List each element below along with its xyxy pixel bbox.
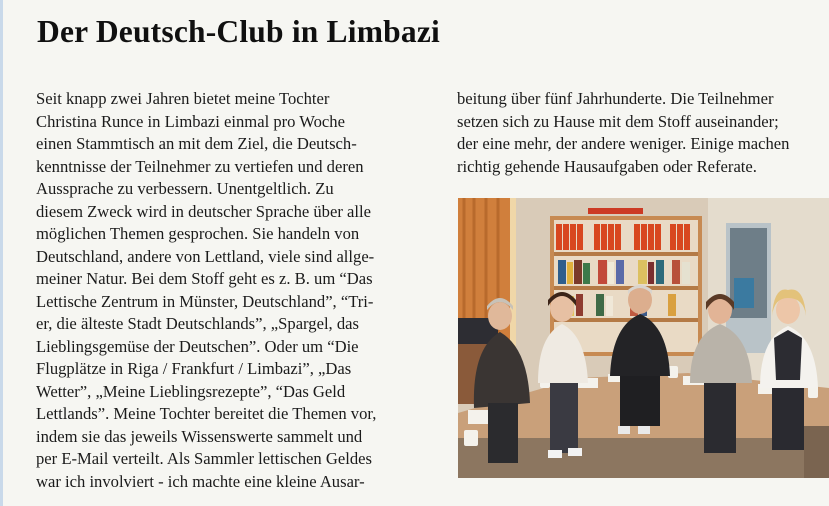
group-photo <box>458 198 829 478</box>
text-line: Aussprache zu verbessern. Unentgeltlich. Zu <box>36 179 334 198</box>
text-line: einen Stammtisch an mit dem Ziel, die Deutsch- <box>36 134 357 153</box>
text-line: war ich involviert - ich machte eine kleine Ausar- <box>36 471 365 491</box>
text-line: Christina Runce in Limbazi einmal pro Woche <box>36 111 345 131</box>
text-line: Deutschland, andere von Lettland, viele sind allge- <box>36 246 375 266</box>
text-line: beitung über fünf Jahrhunderte. Die Teilnehmer <box>457 89 774 108</box>
text-line: richtig gehende Hausaufgaben oder Referate. <box>457 156 757 176</box>
page-edge <box>0 0 3 506</box>
text-line: Lettlands”. Meine Tochter bereitet die Themen vor, <box>36 404 377 423</box>
text-line: per E-Mail verteilt. Als Sammler lettischen Geldes <box>36 449 372 468</box>
article-title: Der Deutsch-Club in Limbazi <box>37 14 440 49</box>
text-line: Flugplätze in Riga / Frankfurt / Limbazi”, „Das <box>36 359 352 378</box>
text-line: diesem Zweck wird in deutscher Sprache über alle <box>36 201 371 221</box>
text-line: Wetter”, „Meine Lieblingsrezepte”, “Das Geld <box>36 381 346 401</box>
text-line: Seit knapp zwei Jahren bietet meine Tochter <box>36 89 330 108</box>
text-line: er, die älteste Stadt Deutschlands”, „Spargel, das <box>36 314 359 333</box>
text-line: indem sie das jeweils Wissenswerte sammelt und <box>36 426 363 446</box>
text-line: der eine mehr, der andere weniger. Einige machen <box>457 134 790 153</box>
text-line: Lettische Zentrum in Münster, Deutschland”, “Tri- <box>36 291 374 311</box>
text-line: Lieblingsgemüse der Deutschen”. Oder um “Die <box>36 336 359 356</box>
article-column-right <box>457 88 829 178</box>
text-line: meiner Natur. Bei dem Stoff geht es z. B. um “Das <box>36 269 373 288</box>
text-line: kenntnisse der Teilnehmer zu vertiefen und deren <box>36 156 364 176</box>
text-line: setzen sich zu Hause mit dem Stoff auseinander; <box>457 111 779 131</box>
text-line: möglichen Themen gesprochen. Sie handeln von <box>36 224 360 243</box>
article-column-left <box>36 88 436 493</box>
